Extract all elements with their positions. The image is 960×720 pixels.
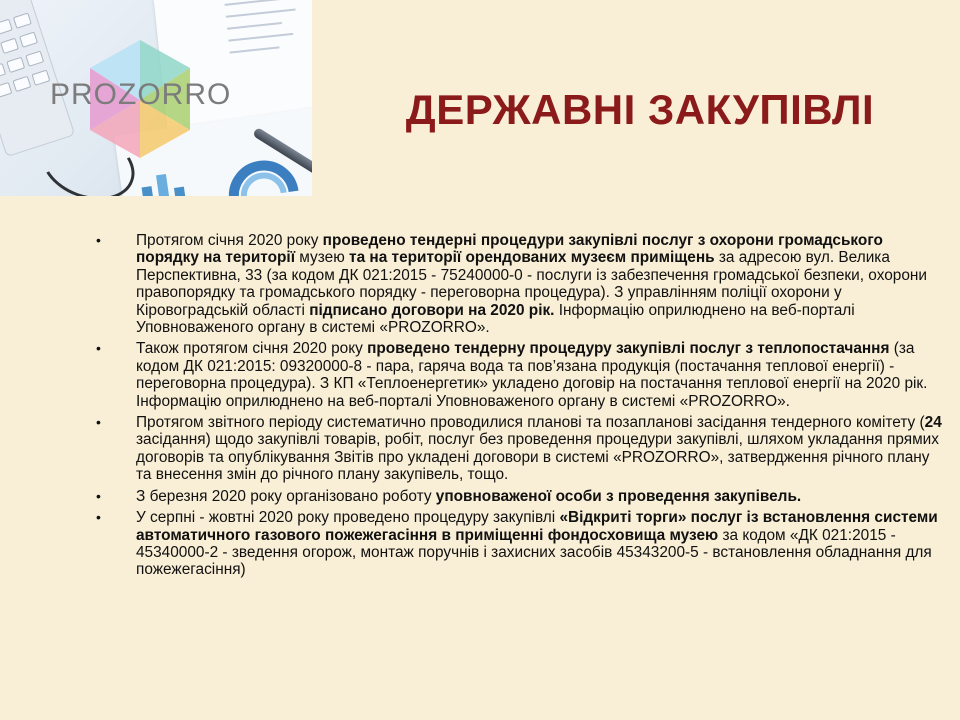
bullet-item: [96, 509, 946, 579]
header-image: [0, 0, 312, 196]
text-segment: Інформацію оприлюднено на веб-порталі Уповноваженого органу в системі «PROZORRO».: [136, 301, 855, 337]
bullet-list: [96, 232, 946, 583]
bullet-item: [96, 488, 946, 505]
text-segment: за адресою вул. Велика Перспективна, 33 (за кодом ДК 021:2015 - 75240000-0 - послуги із забезпечення громадської безпеки, охорони правопорядку та громадського порядку - переговорна процедура). З управлінням поліції охорони у Кіровоградській області: [136, 249, 927, 319]
page-title: ДЕРЖАВНІ ЗАКУПІВЛІ: [405, 86, 875, 133]
bullet-icon: •: [96, 509, 101, 526]
text-segment: Протягом звітного періоду систематично проводилися планові та позапланові засідання тендерного комітету (: [136, 414, 925, 432]
bullet-text: [136, 232, 946, 336]
text-segment: Також протягом січня 2020 року: [136, 340, 368, 358]
bullet-text: [136, 340, 946, 410]
bullet-text: [136, 488, 946, 505]
bullet-item: [96, 414, 946, 484]
text-segment: засідання) щодо закупівлі товарів, робіт, послуг без проведення процедури закупівлі, шляхом укладання прямих договорів та опублікування Звітів про укладені договори в системі «PROZORRO», затвердження річного плану та внесення змін до річного плану закупівель, тощо.: [136, 431, 939, 484]
bold-segment: підписано договори на 2020 рік.: [309, 301, 555, 319]
bold-segment: проведено тендерні процедури закупівлі послуг з охорони громадського порядку на території: [136, 232, 883, 267]
bullet-icon: •: [96, 340, 101, 357]
bullet-text: [136, 414, 946, 484]
bullet-text: [136, 509, 946, 579]
text-segment: З березня 2020 року організовано роботу: [136, 487, 436, 505]
bullet-icon: •: [96, 232, 101, 248]
text-segment: У серпні - жовтні 2020 року проведено процедуру закупівлі: [136, 509, 560, 527]
text-segment: за кодом «ДК 021:2015 - 45340000-2 - зведення огорож, монтаж поручнів і захисних засобів 45343200-5 - встановлення обладнання для пожежегасіння): [136, 526, 932, 579]
text-segment: музею: [295, 249, 350, 267]
text-segment: Протягом січня 2020 року: [136, 232, 323, 249]
bullet-item: [96, 340, 946, 410]
bold-segment: та на території орендованих музеєм приміщень: [349, 249, 715, 267]
bold-segment: «Відкриті торги» послуг із встановлення системи автоматичного газового пожежегасіння в приміщенні фондосховища музею: [136, 509, 938, 544]
bullet-icon: •: [96, 487, 101, 504]
bullet-item: [96, 232, 946, 336]
bold-segment: проведено тендерну процедуру закупівлі послуг з теплопостачання: [367, 340, 890, 358]
bullet-icon: •: [96, 414, 101, 431]
bold-segment: 24: [924, 414, 942, 432]
logo-text: PROZORRO: [50, 78, 232, 111]
bold-segment: уповноваженої особи з проведення закупівель.: [435, 487, 802, 505]
text-segment: (за кодом ДК 021:2015: 09320000-8 - пара, гаряча вода та пов’язана продукція (постачання теплової енергії) - переговорна процедура). З КП «Теплоенергетик» укладено договір на постачання теплової енергії на 2020 рік. Інформацію оприлюднено на веб-порталі Уповноваженого органу в системі «PROZORRO».: [136, 340, 928, 410]
